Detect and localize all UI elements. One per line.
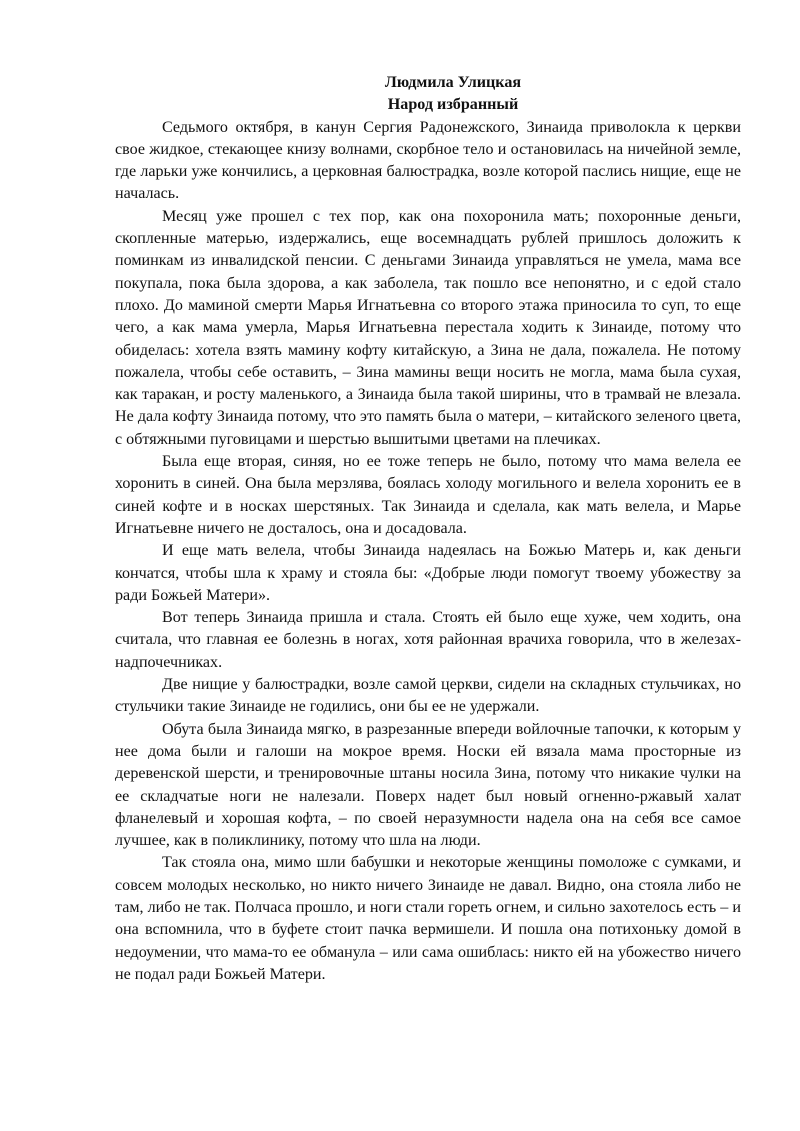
paragraph: Вот теперь Зинаида пришла и стала. Стоять ей было еще хуже, чем ходить, она считала, что главная ее болезнь в ногах, хотя районная врачиха говорила, что в железах-надпочечниках. xyxy=(115,609,741,671)
paragraph: Была еще вторая, синяя, но ее тоже теперь не было, потому что мама велела ее хоронить в синей. Она была мерзлява, боялась холоду могильного и велела хоронить ее в синей кофте и в носках шерстяных. Так Зинаида и сделала, как мать велела, и Марье Игнатьевне ничего не досталось, она и досадовала. xyxy=(115,453,741,537)
title-heading: Народ избранный xyxy=(387,96,519,114)
paragraph: Так стояла она, мимо шли бабушки и некоторые женщины помоложе с сумками, и совсем молодых несколько, но никто ничего Зинаиде не давал. Видно, она стояла либо не там, либо не так. Полчаса прошло, и ноги стали гореть огнем, и сильно захотелось есть – и она вспомнила, что в буфете стоит пачка вермишели. И пошла она потихоньку домой в недоумении, что мама-то ее обманула – или сама ошиблась: никто ей на убожество ничего не подал ради Божьей Матери. xyxy=(115,854,741,983)
document-page xyxy=(115,72,741,986)
paragraph: Седьмого октября, в канун Сергия Радонежского, Зинаида приволокла к церкви свое жидкое, стекающее книзу волнами, скорбное тело и остановилась на ничейной земле, где ларьки уже кончились, а церковная балюстрадка, возле которой паслись нищие, еще не началась. xyxy=(115,118,741,203)
paragraph: Две нищие у балюстрадки, возле самой церкви, сидели на складных стульчиках, но стульчики такие Зинаиде не годились, они бы ее не удержали. xyxy=(115,676,741,716)
paragraph: Месяц уже прошел с тех пор, как она похоронила мать; похоронные деньги, скопленные матерью, издержались, еще восемнадцать рублей пришлось доложить к поминкам из инвалидской пенсии. С деньгами Зинаида управляться не умела, мама все покупала, пока была здорова, а как заболела, так пошло все непонятно, и с едой стало плохо. До маминой смерти Марья Игнатьевна со второго этажа приносила то суп, то еще чего, а как мама умерла, Марья Игнатьевна перестала ходить к Зинаиде, потому что обиделась: хотела взять мамину кофту китайскую, а Зина не дала, пожалела. Не потому пожалела, чтобы себе оставить, – Зина мамины вещи носить не могла, мама была сухая, как таракан, и росту маленького, а Зинаида была такой ширины, что в трамвай не влезала. Не дала кофту Зинаида потому, что это память была о матери, – китайского зеленого цвета, с обтяжными пуговицами и шерстью вышитыми цветами на плечиках. xyxy=(115,207,741,448)
paragraph: И еще мать велела, чтобы Зинаида надеялась на Божью Матерь и, как деньги кончатся, чтобы шла к храму и стояла бы: «Добрые люди помогут твоему убожеству за ради Божьей Матери». xyxy=(115,542,741,604)
paragraph: Обута была Зинаида мягко, в разрезанные впереди войлочные тапочки, к которым у нее дома были и галоши на мокрое время. Носки ей вязала мама просторные из деревенской шерсти, и тренировочные штаны носила Зина, потому что никакие чулки на ее складчатые ноги не налезали. Поверх надет был новый огненно-ржавый халат фланелевый и хорошая кофта, – по своей неразумности надела она на себя все самое лучшее, как в поликлинику, потому что шла на люди. xyxy=(115,720,741,850)
author-heading: Людмила Улицкая xyxy=(384,74,522,91)
